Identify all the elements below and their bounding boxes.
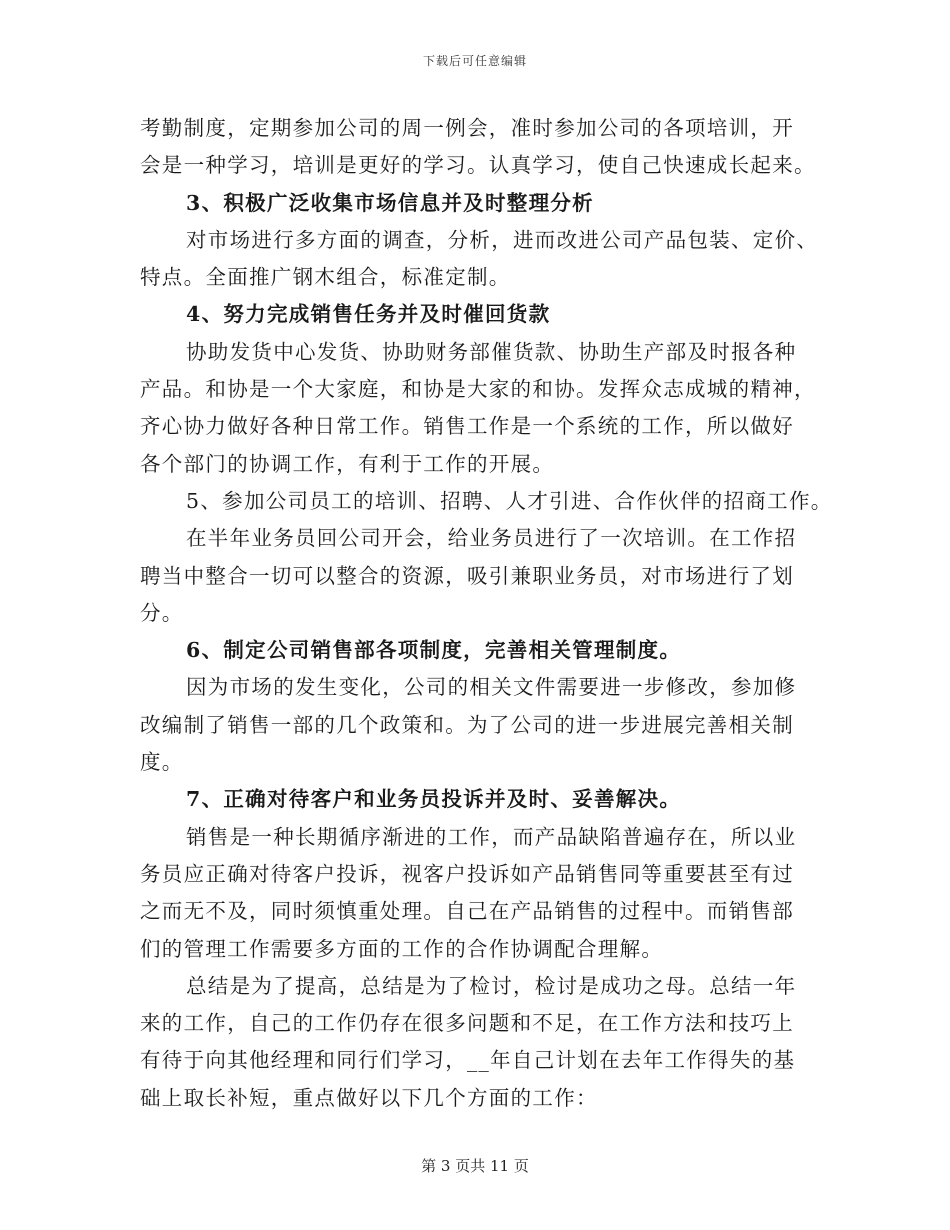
paragraph-line: 来的工作，自己的工作仍存在很多问题和不足，在工作方法和技巧上 <box>140 1011 794 1036</box>
document-body <box>140 110 833 1117</box>
paragraph-line: 齐心协力做好各种日常工作。销售工作是一个系统的工作，所以做好 <box>140 414 794 439</box>
paragraph-line: 对市场进行多方面的调查，分析，进而改进公司产品包装、定价、 <box>186 227 819 252</box>
paragraph-line: 度。 <box>140 750 184 775</box>
page-header: 下载后可任意编辑 <box>422 54 527 68</box>
section-heading: 4、努力完成销售任务并及时催回货款 <box>186 302 551 327</box>
paragraph-line: 在半年业务员回公司开会，给业务员进行了一次培训。在工作招 <box>186 526 797 551</box>
paragraph-line: 会是一种学习，培训是更好的学习。认真学习，使自己快速成长起来。 <box>140 153 816 178</box>
paragraph-line: 销售是一种长期循序渐进的工作，而产品缺陷普遍存在，所以业 <box>186 824 797 849</box>
paragraph-line: 考勤制度，定期参加公司的周一例会，准时参加公司的各项培训，开 <box>140 116 794 140</box>
paragraph-line: 有待于向其他经理和同行们学习，__年自己计划在去年工作得失的基 <box>140 1048 796 1073</box>
paragraph-line: 聘当中整合一切可以整合的资源，吸引兼职业务员，对市场进行了划 <box>140 563 794 588</box>
paragraph-line: 之而无不及，同时须慎重处理。自己在产品销售的过程中。而销售部 <box>140 899 794 924</box>
paragraph-line: 们的管理工作需要多方面的工作的合作协调配合理解。 <box>140 936 664 961</box>
page-number: 第 3 页共 11 页 <box>421 1157 529 1175</box>
section-heading: 7、正确对待客户和业务员投诉并及时、妥善解决。 <box>186 787 682 812</box>
paragraph-line: 因为市场的发生变化，公司的相关文件需要进一步修改，参加修 <box>186 675 797 700</box>
section-heading: 3、积极广泛收集市场信息并及时整理分析 <box>186 190 594 215</box>
paragraph-line: 分。 <box>140 600 184 625</box>
paragraph-line: 协助发货中心发货、协助财务部催货款、协助生产部及时报各种 <box>186 339 797 364</box>
paragraph-line: 特点。全面推广钢木组合，标准定制。 <box>140 265 511 290</box>
paragraph-line: 总结是为了提高，总结是为了检讨，检讨是成功之母。总结一年 <box>186 973 797 998</box>
paragraph-line: 各个部门的协调工作，有利于工作的开展。 <box>140 451 555 476</box>
paragraph-line: 改编制了销售一部的几个政策和。为了公司的进一步进展完善相关制 <box>140 712 794 737</box>
paragraph-line: 产品。和协是一个大家庭，和协是大家的和协。发挥众志成城的精神， <box>140 377 816 402</box>
paragraph-line: 础上取长补短，重点做好以下几个方面的工作： <box>140 1085 598 1110</box>
paragraph-line: 务员应正确对待客户投诉，视客户投诉如产品销售同等重要甚至有过 <box>140 861 794 886</box>
paragraph-line: 5、参加公司员工的培训、招聘、人才引进、合作伙伴的招商工作。 <box>186 488 833 513</box>
section-heading: 6、制定公司销售部各项制度，完善相关管理制度。 <box>186 638 682 663</box>
